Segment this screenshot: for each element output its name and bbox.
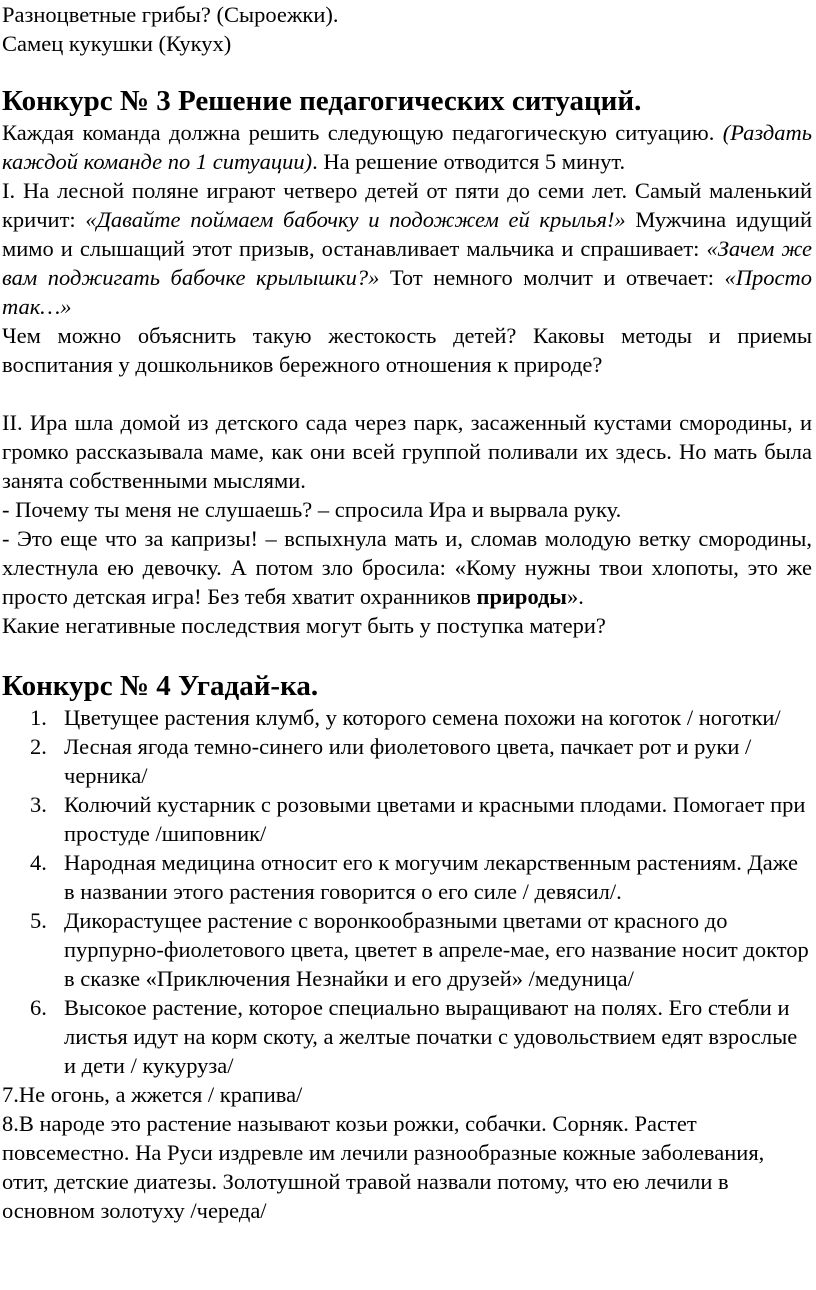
situation2-question: Какие негативные последствия могут быть у поступка матери? <box>2 613 606 638</box>
list-item-text: Лесная ягода темно-синего или фиолетового цвета, пачкает рот и руки /черника/ <box>64 734 752 788</box>
contest3-heading: Конкурс № 3 Решение педагогических ситуаций. <box>2 85 642 117</box>
list-item-number: 4. <box>30 850 47 875</box>
spacer <box>2 379 812 408</box>
list-item-number: 2. <box>30 734 47 759</box>
list-item-text: Колючий кустарник с розовыми цветами и красными плодами. Помогает при простуде /шиповник/ <box>64 792 806 846</box>
intro-line-1: Разноцветные грибы? (Сыроежки). <box>2 2 339 27</box>
list-item <box>2 703 812 732</box>
list-item-text: Высокое растение, которое специально выращивают на полях. Его стебли и листья идут на корм скоту, а желтые початки с удовольствием едят взрослые и дети / кукуруза/ <box>64 995 798 1078</box>
situation1-quote-2: «Зачем же вам поджигать бабочке крылышки?» <box>2 236 813 290</box>
riddle-7: 7.Не огонь, а жжется / крапива/ <box>2 1082 303 1107</box>
list-item-number: 1. <box>30 705 47 730</box>
situation1-quote-3: «Просто так…» <box>2 265 813 319</box>
list-item-number: 5. <box>30 908 47 933</box>
list-item <box>2 993 812 1080</box>
contest3-intro <box>2 118 812 176</box>
riddle-8: 8.В народе это растение называют козьи рожки, собачки. Сорняк. Растет повсеместно. На Руси издревле им лечили разнообразные кожные заболевания, отит, детские диатезы. Золотушной травой назвали потому, что ею лечили в основном золотуху /череда/ <box>2 1111 765 1223</box>
situation2-paragraph-3 <box>2 524 812 611</box>
situation1-text-2: Мужчина идущий мимо и слышащий этот призыв, останавливает мальчика и спрашивает: <box>2 207 812 261</box>
situation1-text-3: Тот немного молчит и отвечает: <box>379 265 725 290</box>
list-item <box>2 790 812 848</box>
situation1-question: Чем можно объяснить такую жестокость детей? Каковы методы и приемы воспитания у дошкольников бережного отношения к природе? <box>2 323 812 377</box>
contest3-intro-text: Каждая команда должна решить следующую педагогическую ситуацию. <box>2 120 723 145</box>
list-item-text: Народная медицина относит его к могучим лекарственным растениям. Даже в названии этого растения говорится о его силе / девясил/. <box>64 850 799 904</box>
spacer <box>2 58 812 84</box>
contest4-heading: Конкурс № 4 Угадай-ка. <box>2 670 319 702</box>
intro-line-2: Самец кукушки (Кукух) <box>2 31 232 56</box>
situation1-quote-1: «Давайте поймаем бабочку и подожжем ей крылья!» <box>85 207 626 232</box>
riddle-list <box>2 703 812 1080</box>
list-item-text: Дикорастущее растение с воронкообразными цветами от красного до пурпурно-фиолетового цвета, цветет в апреле-мае, его название носит доктор в сказке «Приключения Незнайки и его друзей» /медуница/ <box>64 908 809 991</box>
list-item <box>2 848 812 906</box>
spacer <box>2 640 812 669</box>
situation2-text-1: - Это еще что за капризы! – вспыхнула мать и, сломав молодую ветку смородины, хлестнула ею девочку. А потом зло бросила: «Кому нужны твои хлопоты, это же просто детская игра! Без тебя хватит охранников <box>2 526 812 609</box>
situation1-paragraph <box>2 176 812 321</box>
situation2-paragraph-1: II. Ира шла домой из детского сада через парк, засаженный кустами смородины, и громко рассказывала маме, как они всей группой поливали их здесь. Но мать была занята собственными мыслями. <box>2 410 812 493</box>
contest3-intro-italic: (Раздать каждой команде по 1 ситуации) <box>2 120 812 174</box>
list-item <box>2 906 812 993</box>
contest3-intro-text-2: . На решение отводится 5 минут. <box>312 149 626 174</box>
list-item-number: 6. <box>30 995 47 1020</box>
list-item <box>2 732 812 790</box>
list-item-text: Цветущее растения клумб, у которого семена похожи на коготок / ноготки/ <box>64 705 781 730</box>
situation2-text-2: ». <box>567 584 584 609</box>
situation1-text-1: I. На лесной поляне играют четверо детей от пяти до семи лет. Самый маленький кричит: <box>2 178 812 232</box>
list-item-number: 3. <box>30 792 47 817</box>
situation2-bold-word: природы <box>476 584 567 609</box>
situation2-paragraph-2: - Почему ты меня не слушаешь? – спросила Ира и вырвала руку. <box>2 497 622 522</box>
